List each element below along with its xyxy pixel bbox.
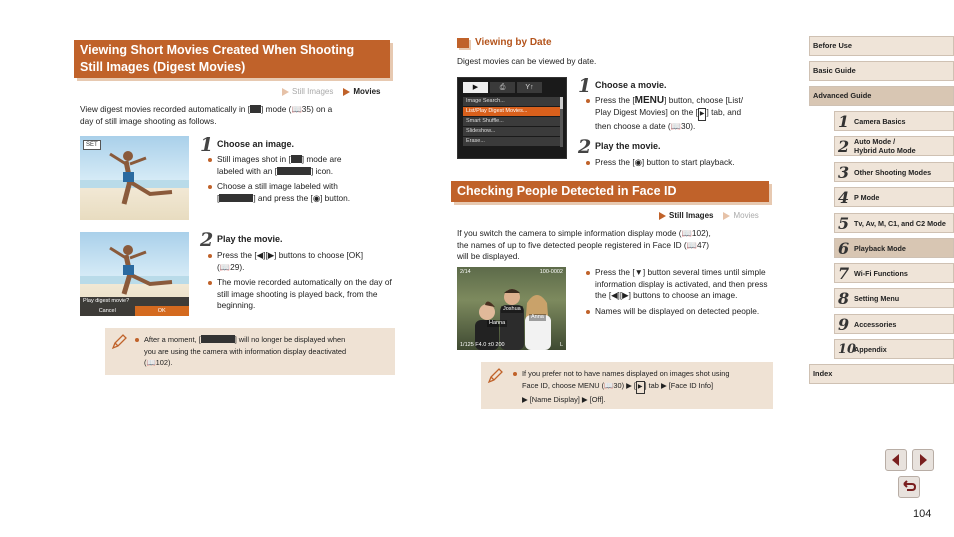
crumb-arrow-icon [723, 212, 730, 220]
section-title-line2: Still Images (Digest Movies) [80, 60, 246, 74]
face-id-bullet-1: Press the [▼] button several times until simple information display is activated, and then press the [◀][▶] buttons to choose an image. [586, 267, 776, 302]
face-name-anna: Anna [531, 314, 544, 320]
book-icon: 📖 [219, 261, 231, 272]
playback-tab-icon: ▶ [698, 108, 707, 122]
face-id-bullet-2: Names will be displayed on detected people. [586, 306, 776, 318]
left-step-1-bullet-2: Choose a still image labeled with [ ] and press the [◉] button. [208, 181, 398, 204]
book-icon: 📖 [604, 380, 614, 390]
playback-tab-icon: ▶ [636, 381, 645, 395]
nav-advanced-guide[interactable]: Advanced Guide [809, 86, 954, 106]
menu-item-erase[interactable]: Erase... [463, 137, 560, 146]
mid-step-2-number: 2 [578, 136, 592, 158]
face-id-intro: If you switch the camera to simple information display mode (📖102), the names of up to five detected people registered in Face ID (📖47) will be displayed. [457, 228, 711, 261]
nav-chapter-7[interactable]: 7 Wi-Fi Functions [834, 263, 954, 283]
left-intro: View digest movies recorded automatically in [ ] mode (📖35) on a day of still image shooting as follows. [80, 104, 333, 126]
set-digest-icon [219, 194, 253, 202]
digest-mode-icon [291, 155, 302, 163]
crumb-movies: Movies [723, 211, 758, 222]
mid-step-2-title: Play the movie. [595, 141, 661, 151]
breadcrumb-left [282, 87, 380, 98]
beach-photo-2 [80, 232, 189, 316]
kicking-boy-figure [80, 136, 189, 220]
prev-page-button[interactable] [885, 449, 907, 471]
nav-chapter-9[interactable]: 9 Accessories [834, 314, 954, 334]
nav-chapter-4[interactable]: 4 P Mode [834, 187, 954, 207]
play-digest-dialog [80, 297, 189, 316]
menu-scrollbar[interactable] [560, 97, 563, 147]
book-icon: 📖 [291, 104, 302, 114]
crumb-still-images: Still Images [282, 87, 333, 98]
face-name-joshua: Joshua [503, 306, 521, 312]
right-triangle-icon [913, 450, 933, 470]
crumb-movies: Movies [343, 87, 380, 98]
left-note-text: After a moment, [ ] will no longer be displayed when you are using the camera with information display deactivated (📖102). [135, 334, 390, 369]
beach-photo-1 [80, 136, 189, 220]
crumb-still-images: Still Images [659, 211, 713, 222]
pencil-note-icon [486, 367, 504, 385]
set-digest-icon [201, 335, 235, 343]
left-arrow-icon: ◀ [256, 250, 264, 260]
playback-tab-icon[interactable]: ▶ [463, 82, 488, 93]
page-number: 104 [913, 508, 932, 520]
osd-file-number: 100-0002 [539, 269, 563, 275]
left-note [105, 328, 395, 375]
mid-step-2-bullets [586, 157, 776, 173]
dialog-cancel-button[interactable]: Cancel [98, 308, 116, 314]
next-page-button[interactable] [912, 449, 934, 471]
crumb-arrow-icon [282, 88, 289, 96]
menu-tabs [463, 82, 542, 93]
face-name-hanna: Hanna [489, 320, 506, 326]
book-icon: 📖 [686, 239, 698, 250]
left-step-2-number: 2 [200, 229, 214, 251]
return-button[interactable] [898, 476, 920, 498]
mid-step-1-title: Choose a movie. [595, 80, 667, 90]
book-icon: 📖 [681, 228, 692, 238]
left-step-1-bullets [208, 154, 398, 208]
menu-item-list-play-digest[interactable]: List/Play Digest Movies... [463, 107, 560, 116]
nav-chapter-10[interactable]: 10 Appendix [834, 339, 954, 359]
face-id-bullets [586, 267, 776, 321]
face-id-photo [457, 267, 566, 350]
mid-step-1-bullet-1: Press the [MENU] button, choose [List/ Play Digest Movies] on the [ ▶ ] tab, and then choose a date (📖30). [586, 95, 776, 133]
digest-mode-icon [250, 105, 261, 113]
menu-item-smart-shuffle[interactable]: Smart Shuffle... [463, 117, 560, 126]
nav-chapter-3[interactable]: 3 Other Shooting Modes [834, 162, 954, 182]
left-step-2-bullet-1: Press the [◀][▶] buttons to choose [OK] (📖29). [208, 250, 398, 273]
playback-menu-screen [457, 77, 567, 159]
left-step-2-title: Play the movie. [217, 234, 283, 244]
crumb-arrow-icon [659, 212, 666, 220]
nav-basic-guide[interactable]: Basic Guide [809, 61, 954, 81]
left-triangle-icon [886, 450, 906, 470]
breadcrumb-middle [659, 211, 759, 222]
tools-tab-icon[interactable]: Y↑ [517, 82, 542, 93]
pencil-note-icon [110, 333, 128, 351]
left-step-1-number: 1 [200, 134, 214, 156]
mid-step-1-number: 1 [578, 75, 592, 97]
left-step-2-bullet-2: The movie recorded automatically on the day of still image shooting is played back, from the beginning. [208, 277, 398, 312]
right-arrow-icon: ▶ [622, 290, 629, 300]
nav-before-use[interactable]: Before Use [809, 36, 954, 56]
crumb-arrow-icon [343, 88, 350, 96]
menu-item-slideshow[interactable]: Slideshow... [463, 127, 560, 136]
menu-button-label: MENU [634, 95, 665, 106]
viewing-by-date-intro: Digest movies can be viewed by date. [457, 56, 597, 66]
mid-step-2-bullet-1: Press the [◉] button to start playback. [586, 157, 776, 169]
nav-chapter-6[interactable]: 6 Playback Mode [834, 238, 954, 258]
nav-index[interactable]: Index [809, 364, 954, 384]
set-digest-icon [277, 167, 311, 175]
set-tag: SET [83, 140, 101, 150]
left-step-1-title: Choose an image. [217, 139, 295, 149]
heading-square-icon [457, 38, 469, 48]
osd-image-count: 2/14 [460, 269, 471, 275]
section-title-face-id: Checking People Detected in Face ID [451, 181, 769, 202]
nav-chapter-8[interactable]: 8 Setting Menu [834, 288, 954, 308]
menu-item-image-search[interactable]: Image Search... [463, 97, 560, 106]
section-title-digest-movies [74, 40, 390, 78]
func-set-icon: ◉ [634, 157, 642, 167]
left-step-2-bullets [208, 250, 398, 316]
print-tab-icon[interactable]: ⎙ [490, 82, 515, 93]
book-icon: 📖 [146, 358, 156, 367]
viewing-by-date-heading: Viewing by Date [457, 36, 552, 50]
dialog-ok-button[interactable]: OK [135, 306, 190, 316]
nav-chapter-1[interactable]: 1 Camera Basics [834, 111, 954, 131]
down-arrow-icon: ▼ [634, 267, 643, 277]
nav-chapter-5[interactable]: 5 Tv, Av, M, C1, and C2 Mode [834, 213, 954, 233]
func-set-icon: ◉ [312, 192, 321, 203]
section-title-line1: Viewing Short Movies Created When Shooting [80, 43, 355, 57]
mid-step-1-bullets [586, 95, 776, 137]
middle-note [481, 362, 773, 409]
middle-note-text: If you prefer not to have names displayed on images shot using Face ID, choose MENU (📖30) ▶ [ ▶ ] tab ▶ [Face ID Info] ▶ [Name Display] ▶ [Off]. [513, 368, 768, 406]
nav-chapter-2[interactable]: 2 Auto Mode / Hybrid Auto Mode [834, 136, 954, 156]
osd-exposure-info: 1/125 F4.0 ±0 200 [460, 341, 505, 348]
right-arrow-icon: ▶ [267, 250, 275, 260]
book-icon: 📖 [670, 121, 681, 131]
osd-image-size: L [559, 341, 563, 348]
return-arrow-icon [899, 477, 919, 497]
dialog-question: Play digest movie? [83, 298, 130, 304]
left-step-1-bullet-1: Still images shot in [ ] mode are labeled with an [ ] icon. [208, 154, 398, 177]
left-arrow-icon: ◀ [611, 290, 618, 300]
